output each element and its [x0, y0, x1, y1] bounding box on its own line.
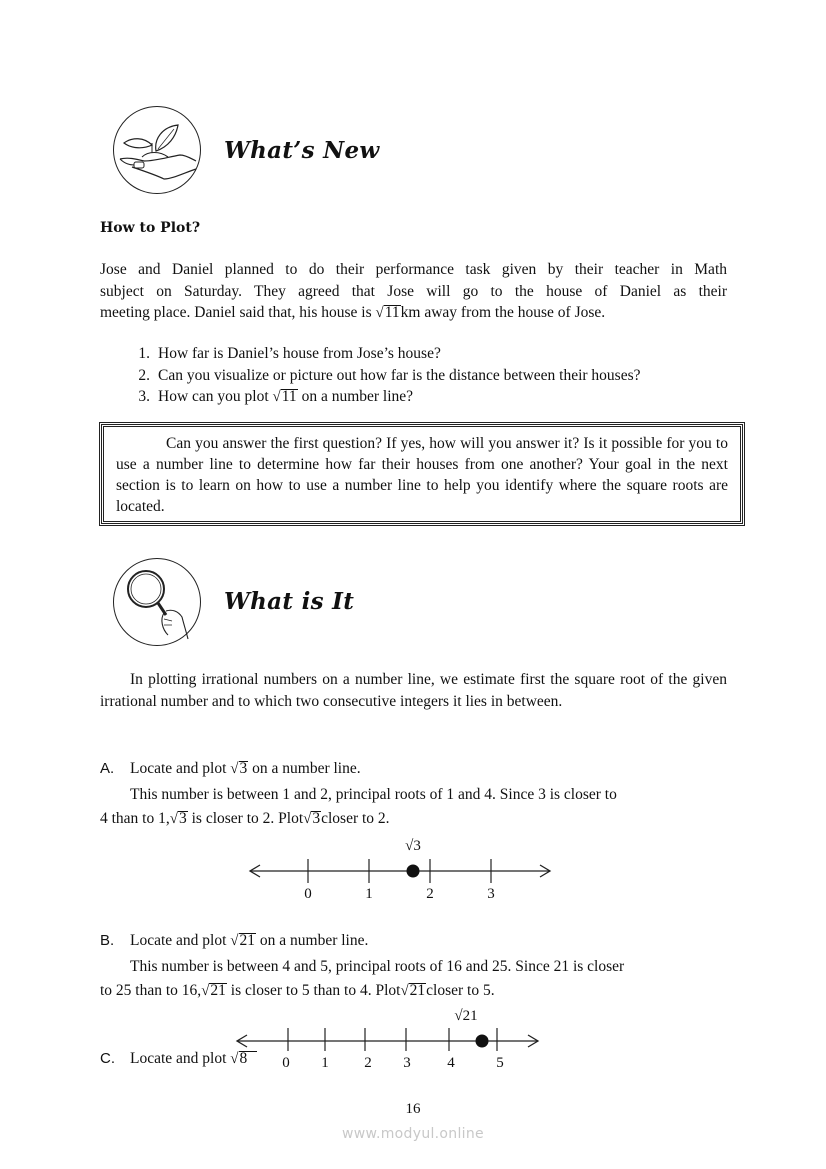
note-box — [101, 424, 743, 524]
example-c-title: C. Locate and plot √8 — [100, 1048, 300, 1071]
example-a-title: A. Locate and plot √3 on a number line. — [100, 758, 740, 781]
tick-label: 3 — [487, 886, 495, 902]
watermark: www.modyul.online — [342, 1126, 484, 1142]
list-item: 2. Can you visualize or picture out how far is the distance between their houses? — [138, 366, 641, 384]
section-title-whats-new: What’s New — [224, 137, 380, 164]
note-box-text: Can you answer the first question? If yes, how will you answer it? Is it possible for you to use a number line to determine how far their houses from one another? Your goal in the next section is to learn on how to use a number line to help you identify where the square roots are located. — [116, 435, 728, 515]
number-line-a — [240, 835, 560, 910]
number-line-a-graphic — [240, 855, 560, 905]
example-a-line-1: This number is between 1 and 2, principal roots of 1 and 4. Since 3 is closer to — [130, 785, 617, 803]
point-label-sqrt-3: √3 — [405, 838, 421, 854]
list-item: 1. How far is Daniel’s house from Jose’s house? — [138, 345, 441, 362]
hand-holding-plant-icon — [113, 106, 201, 194]
questions-list — [126, 343, 746, 409]
sqrt-11: √11 — [272, 388, 297, 405]
tick-label: 3 — [403, 1055, 411, 1071]
section-title-what-is-it: What is It — [224, 588, 355, 615]
list-item: 3. How can you plot √11 on a number line? — [126, 386, 746, 409]
example-b — [100, 930, 740, 1003]
tick-label: 0 — [282, 1055, 290, 1071]
tick-label: 1 — [365, 886, 373, 902]
tick-label: 2 — [426, 886, 434, 902]
example-b-line-2: to 25 than to 16,√21 is closer to 5 than to 4. Plot√21closer to 5. — [100, 982, 495, 999]
tick-label: 5 — [496, 1055, 504, 1071]
page-number: 16 — [405, 1101, 421, 1117]
sqrt-21: √21 — [230, 932, 256, 949]
subheading-how-to-plot: How to Plot? — [100, 220, 201, 236]
point-label-sqrt-21: √21 — [454, 1008, 478, 1024]
tick-label: 4 — [447, 1055, 455, 1071]
intro-line-1: Jose and Daniel planned to do their performance task given by their teacher in Math — [100, 261, 727, 278]
what-is-it-intro: In plotting irrational numbers on a number line, we estimate first the square root of the given irrational number and to which two consecutive integers it lies in between. — [100, 671, 727, 710]
example-a-line-2: 4 than to 1,√3 is closer to 2. Plot√3closer to 2. — [100, 810, 390, 827]
sqrt-11: √11 — [375, 304, 400, 321]
intro-line-3: meeting place. Daniel said that, his house is √11km away from the house of Jose. — [100, 302, 727, 325]
tick-label: 1 — [321, 1055, 329, 1071]
intro-line-2: subject on Saturday. They agreed that Jose will go to the house of Daniel as their — [100, 282, 727, 300]
hand-holding-magnifying-glass-icon — [113, 558, 201, 646]
tick-label: 0 — [304, 886, 312, 902]
intro-paragraph — [100, 259, 727, 325]
example-a — [100, 758, 740, 831]
tick-label: 2 — [364, 1055, 372, 1071]
sqrt-8: √8 — [230, 1048, 257, 1071]
example-b-line-1: This number is between 4 and 5, principal roots of 16 and 25. Since 21 is closer — [130, 957, 625, 975]
example-b-title: B. Locate and plot √21 on a number line. — [100, 930, 740, 953]
sqrt-3: √3 — [230, 760, 248, 777]
